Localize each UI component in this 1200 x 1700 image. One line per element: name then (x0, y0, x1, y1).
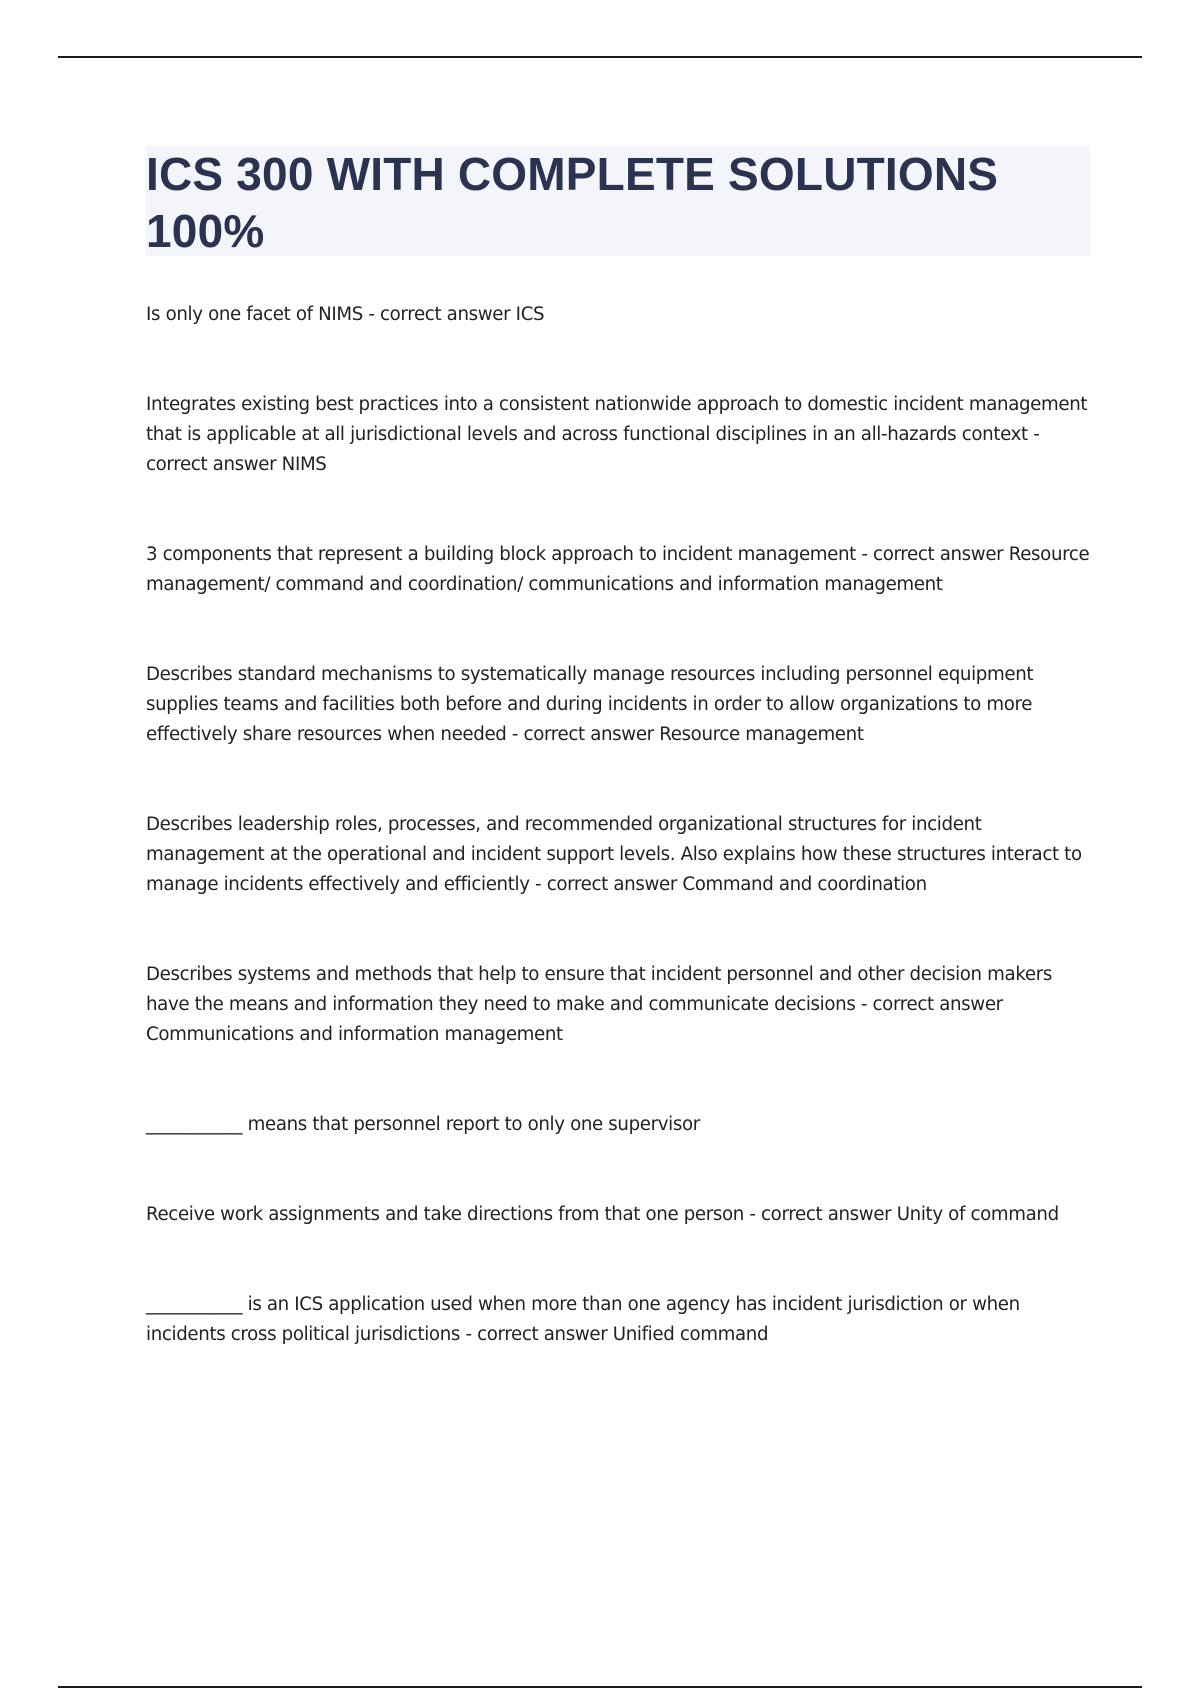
qa-item: ___________ means that personnel report to only one supervisor (146, 1114, 700, 1135)
document-title: ICS 300 WITH COMPLETE SOLUTIONS 100% (146, 148, 999, 257)
qa-item: Describes leadership roles, processes, and recommended organizational structures for incident management at the operational and incident support levels. Also explains how these structures interact to manage incidents effectively and efficiently - correct answer Command and coordination (146, 814, 1082, 895)
qa-item: Integrates existing best practices into a consistent nationwide approach to domestic incident management that is applicable at all jurisdictional levels and across functional disciplines in an all-hazards context - correct answer NIMS (146, 394, 1088, 475)
qa-item: Is only one facet of NIMS - correct answer ICS (146, 304, 545, 325)
qa-item: ___________ is an ICS application used when more than one agency has incident jurisdiction or when incidents cross political jurisdictions - correct answer Unified command (146, 1294, 1020, 1345)
qa-item: Describes systems and methods that help to ensure that incident personnel and other decision makers have the means and information they need to make and communicate decisions - correct answer Communications and information management (146, 964, 1052, 1045)
top-rule (58, 56, 1142, 58)
qa-item: Receive work assignments and take directions from that one person - correct answer Unity of command (146, 1204, 1059, 1225)
qa-item: 3 components that represent a building block approach to incident management - correct answer Resource management/ command and coordination/ communications and information management (146, 544, 1090, 595)
qa-item: Describes standard mechanisms to systematically manage resources including personnel equipment supplies teams and facilities both before and during incidents in order to allow organizations to more effectively share resources when needed - correct answer Resource management (146, 664, 1034, 745)
bottom-rule (58, 1686, 1142, 1688)
title-band (146, 146, 1090, 256)
qa-list (146, 300, 1090, 1350)
